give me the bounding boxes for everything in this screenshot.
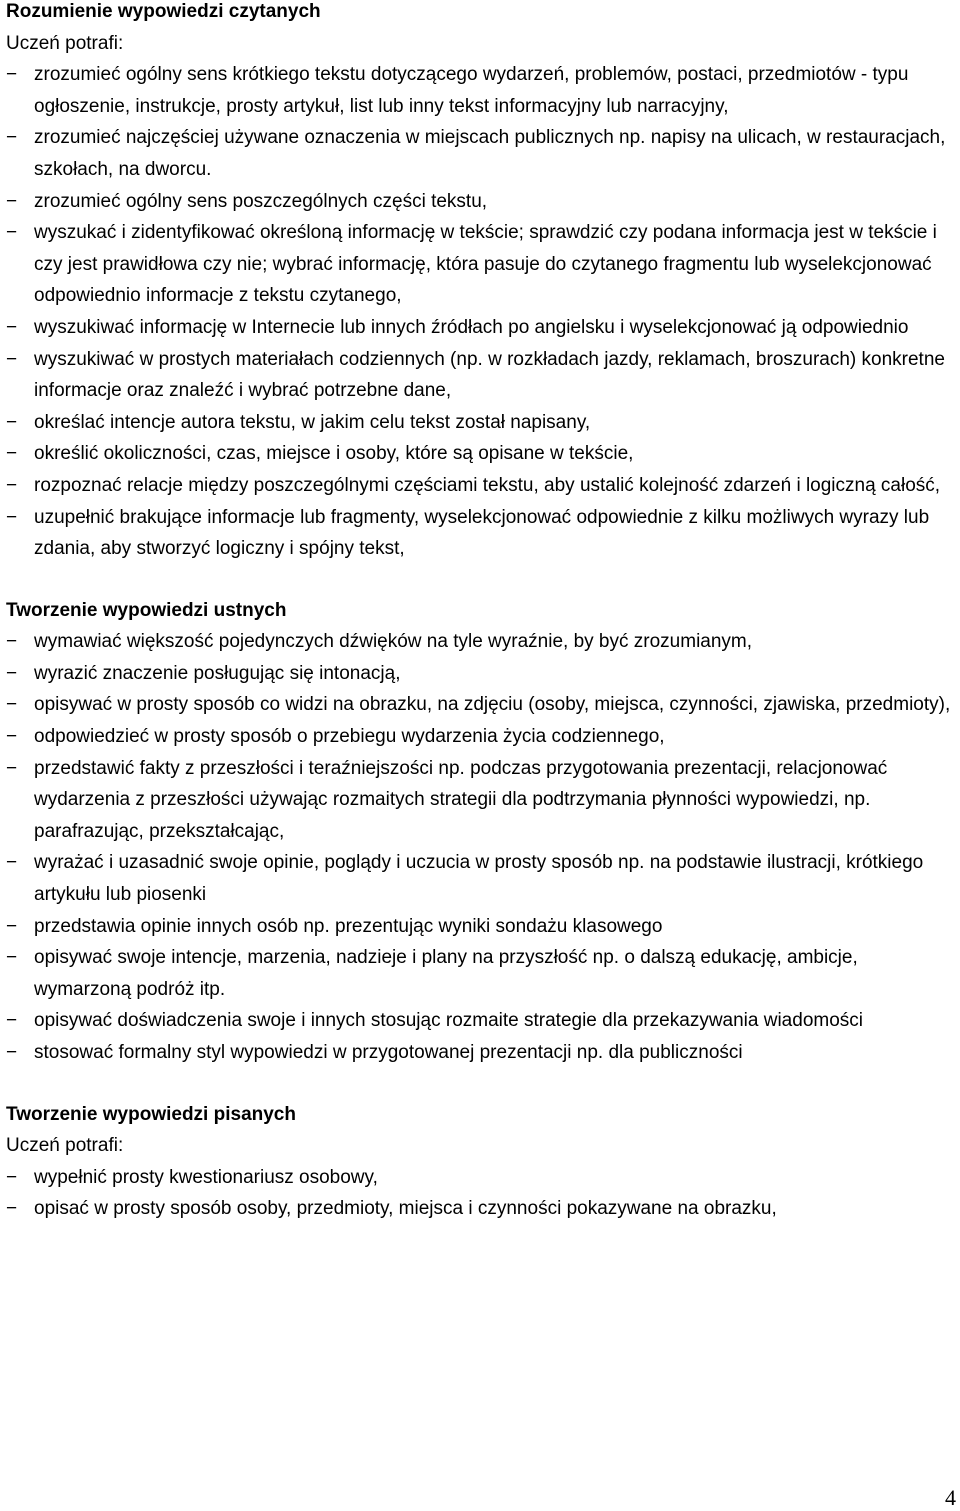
bullet-dash: − [6, 852, 18, 874]
section-spacer [6, 565, 952, 595]
bullet-dash: − [6, 726, 18, 748]
list-item [6, 407, 952, 439]
list-item [6, 438, 952, 470]
list-item-text: wyszukać i zidentyfikować określoną informację w tekście; sprawdzić czy podana informacja jest w tekście i czy jest prawidłowa czy nie; wybrać informację, która pasuje do czytanego fragmentu lub wyselekcjonować odpowiednio informacje z tekstu czytanego, [34, 222, 937, 307]
bullet-dash: − [6, 506, 18, 528]
list-item [6, 942, 952, 1005]
list-item [6, 721, 952, 753]
list-item [6, 911, 952, 943]
list-item [6, 1193, 952, 1225]
list-item [6, 626, 952, 658]
bullet-dash: − [6, 1042, 18, 1063]
list-item-text: wymawiać większość pojedynczych dźwięków na tyle wyraźnie, by być zrozumianym, [34, 631, 753, 653]
bullet-dash: − [6, 915, 18, 937]
list-item-text: wyszukiwać w prostych materiałach codziennych (np. w rozkładach jazdy, reklamach, broszurach) konkretne informacje oraz znaleźć i wybrać potrzebne dane, [34, 348, 945, 402]
list-item-text: przedstawia opinie innych osób np. prezentując wyniki sondażu klasowego [34, 915, 663, 937]
list-item [6, 59, 952, 122]
list-item-text: uzupełnić brakujące informacje lub fragmenty, wyselekcjonować odpowiednie z kilku możliwych wyrazy lub zdania, aby stworzyć logiczny i spójny tekst, [34, 506, 930, 560]
bullet-dash: − [6, 757, 18, 779]
bullet-dash: − [6, 127, 18, 149]
list-item-text: wyrazić znaczenie posługując się intonacją, [34, 662, 401, 684]
bullet-dash: − [6, 1166, 18, 1188]
section-title: Tworzenie wypowiedzi pisanych [6, 1103, 296, 1125]
list-item [6, 217, 952, 312]
bullet-dash: − [6, 474, 18, 496]
list-item [6, 502, 952, 565]
list-item [6, 186, 952, 218]
section-spacer [6, 1069, 952, 1099]
list-item-text: określać intencje autora tekstu, w jakim celu tekst został napisany, [34, 411, 591, 433]
list-item-text: wypełnić prosty kwestionariusz osobowy, [34, 1166, 378, 1188]
bullet-dash: − [6, 411, 18, 433]
page-number: 4 [945, 1485, 956, 1510]
list-item [6, 1162, 952, 1194]
skill-list [6, 626, 952, 1068]
list-item [6, 344, 952, 407]
bullet-dash: − [6, 1010, 18, 1032]
bullet-dash: − [6, 190, 18, 212]
bullet-dash: − [6, 443, 18, 465]
list-item [6, 312, 952, 344]
section-speaking [6, 595, 952, 1069]
section-intro: Uczeń potrafi: [6, 1135, 124, 1157]
list-item-text: zrozumieć ogólny sens krótkiego tekstu dotyczącego wydarzeń, problemów, postaci, przedmiotów - typu ogłoszenie, instrukcje, prosty artykuł, list lub inny tekst informacyjny lub narracyjny, [34, 64, 909, 117]
list-item-text: opisać w prosty sposób osoby, przedmioty, miejsca i czynności pokazywane na obrazku, [34, 1198, 777, 1220]
section-title: Tworzenie wypowiedzi ustnych [6, 599, 287, 621]
list-item [6, 753, 952, 848]
list-item [6, 470, 952, 502]
list-item-text: przedstawić fakty z przeszłości i teraźniejszości np. podczas przygotowania prezentacji, relacjonować wydarzenia z przeszłości używając rozmaitych strategii dla podtrzymania płynności wypowiedzi, np. parafrazując, przekształcając, [34, 757, 888, 842]
section-title: Rozumienie wypowiedzi czytanych [6, 1, 321, 22]
list-item-text: rozpoznać relacje między poszczególnymi częściami tekstu, aby ustalić kolejność zdarzeń i logiczną całość, [34, 474, 941, 496]
bullet-dash: − [6, 631, 18, 653]
bullet-dash: − [6, 348, 18, 370]
list-item [6, 1005, 952, 1037]
bullet-dash: − [6, 694, 18, 716]
document-page [6, 0, 952, 1225]
skill-list [6, 1162, 952, 1225]
bullet-dash: − [6, 947, 18, 969]
bullet-dash: − [6, 662, 18, 684]
section-writing [6, 1099, 952, 1225]
list-item [6, 689, 952, 721]
list-item [6, 847, 952, 910]
list-item-text: opisywać swoje intencje, marzenia, nadzieje i plany na przyszłość np. o dalszą edukację, ambicje, wymarzoną podróż itp. [34, 947, 858, 1000]
list-item-text: zrozumieć ogólny sens poszczególnych części tekstu, [34, 190, 488, 212]
list-item-text: wyszukiwać informację w Internecie lub innych źródłach po angielsku i wyselekcjonować ją odpowiednio [34, 316, 909, 338]
list-item-text: zrozumieć najczęściej używane oznaczenia w miejscach publicznych np. napisy na ulicach, w restauracjach, szkołach, na dworcu. [34, 127, 946, 180]
list-item-text: stosować formalny styl wypowiedzi w przygotowanej prezentacji np. dla publiczności [34, 1042, 743, 1063]
skill-list [6, 59, 952, 565]
list-item [6, 1037, 952, 1069]
bullet-dash: − [6, 316, 18, 338]
section-reading [6, 0, 952, 565]
list-item-text: opisywać doświadczenia swoje i innych stosując rozmaite strategie dla przekazywania wiadomości [34, 1010, 863, 1032]
list-item [6, 122, 952, 185]
section-intro: Uczeń potrafi: [6, 32, 124, 54]
bullet-dash: − [6, 64, 18, 86]
list-item-text: odpowiedzieć w prosty sposób o przebiegu wydarzenia życia codziennego, [34, 726, 665, 748]
bullet-dash: − [6, 222, 18, 244]
list-item-text: opisywać w prosty sposób co widzi na obrazku, na zdjęciu (osoby, miejsca, czynności, zjawiska, przedmioty), [34, 694, 951, 716]
list-item-text: wyrażać i uzasadnić swoje opinie, poglądy i uczucia w prosty sposób np. na podstawie ilustracji, krótkiego artykułu lub piosenki [34, 852, 924, 906]
bullet-dash: − [6, 1198, 18, 1220]
list-item [6, 658, 952, 690]
list-item-text: określić okoliczności, czas, miejsce i osoby, które są opisane w tekście, [34, 443, 634, 465]
